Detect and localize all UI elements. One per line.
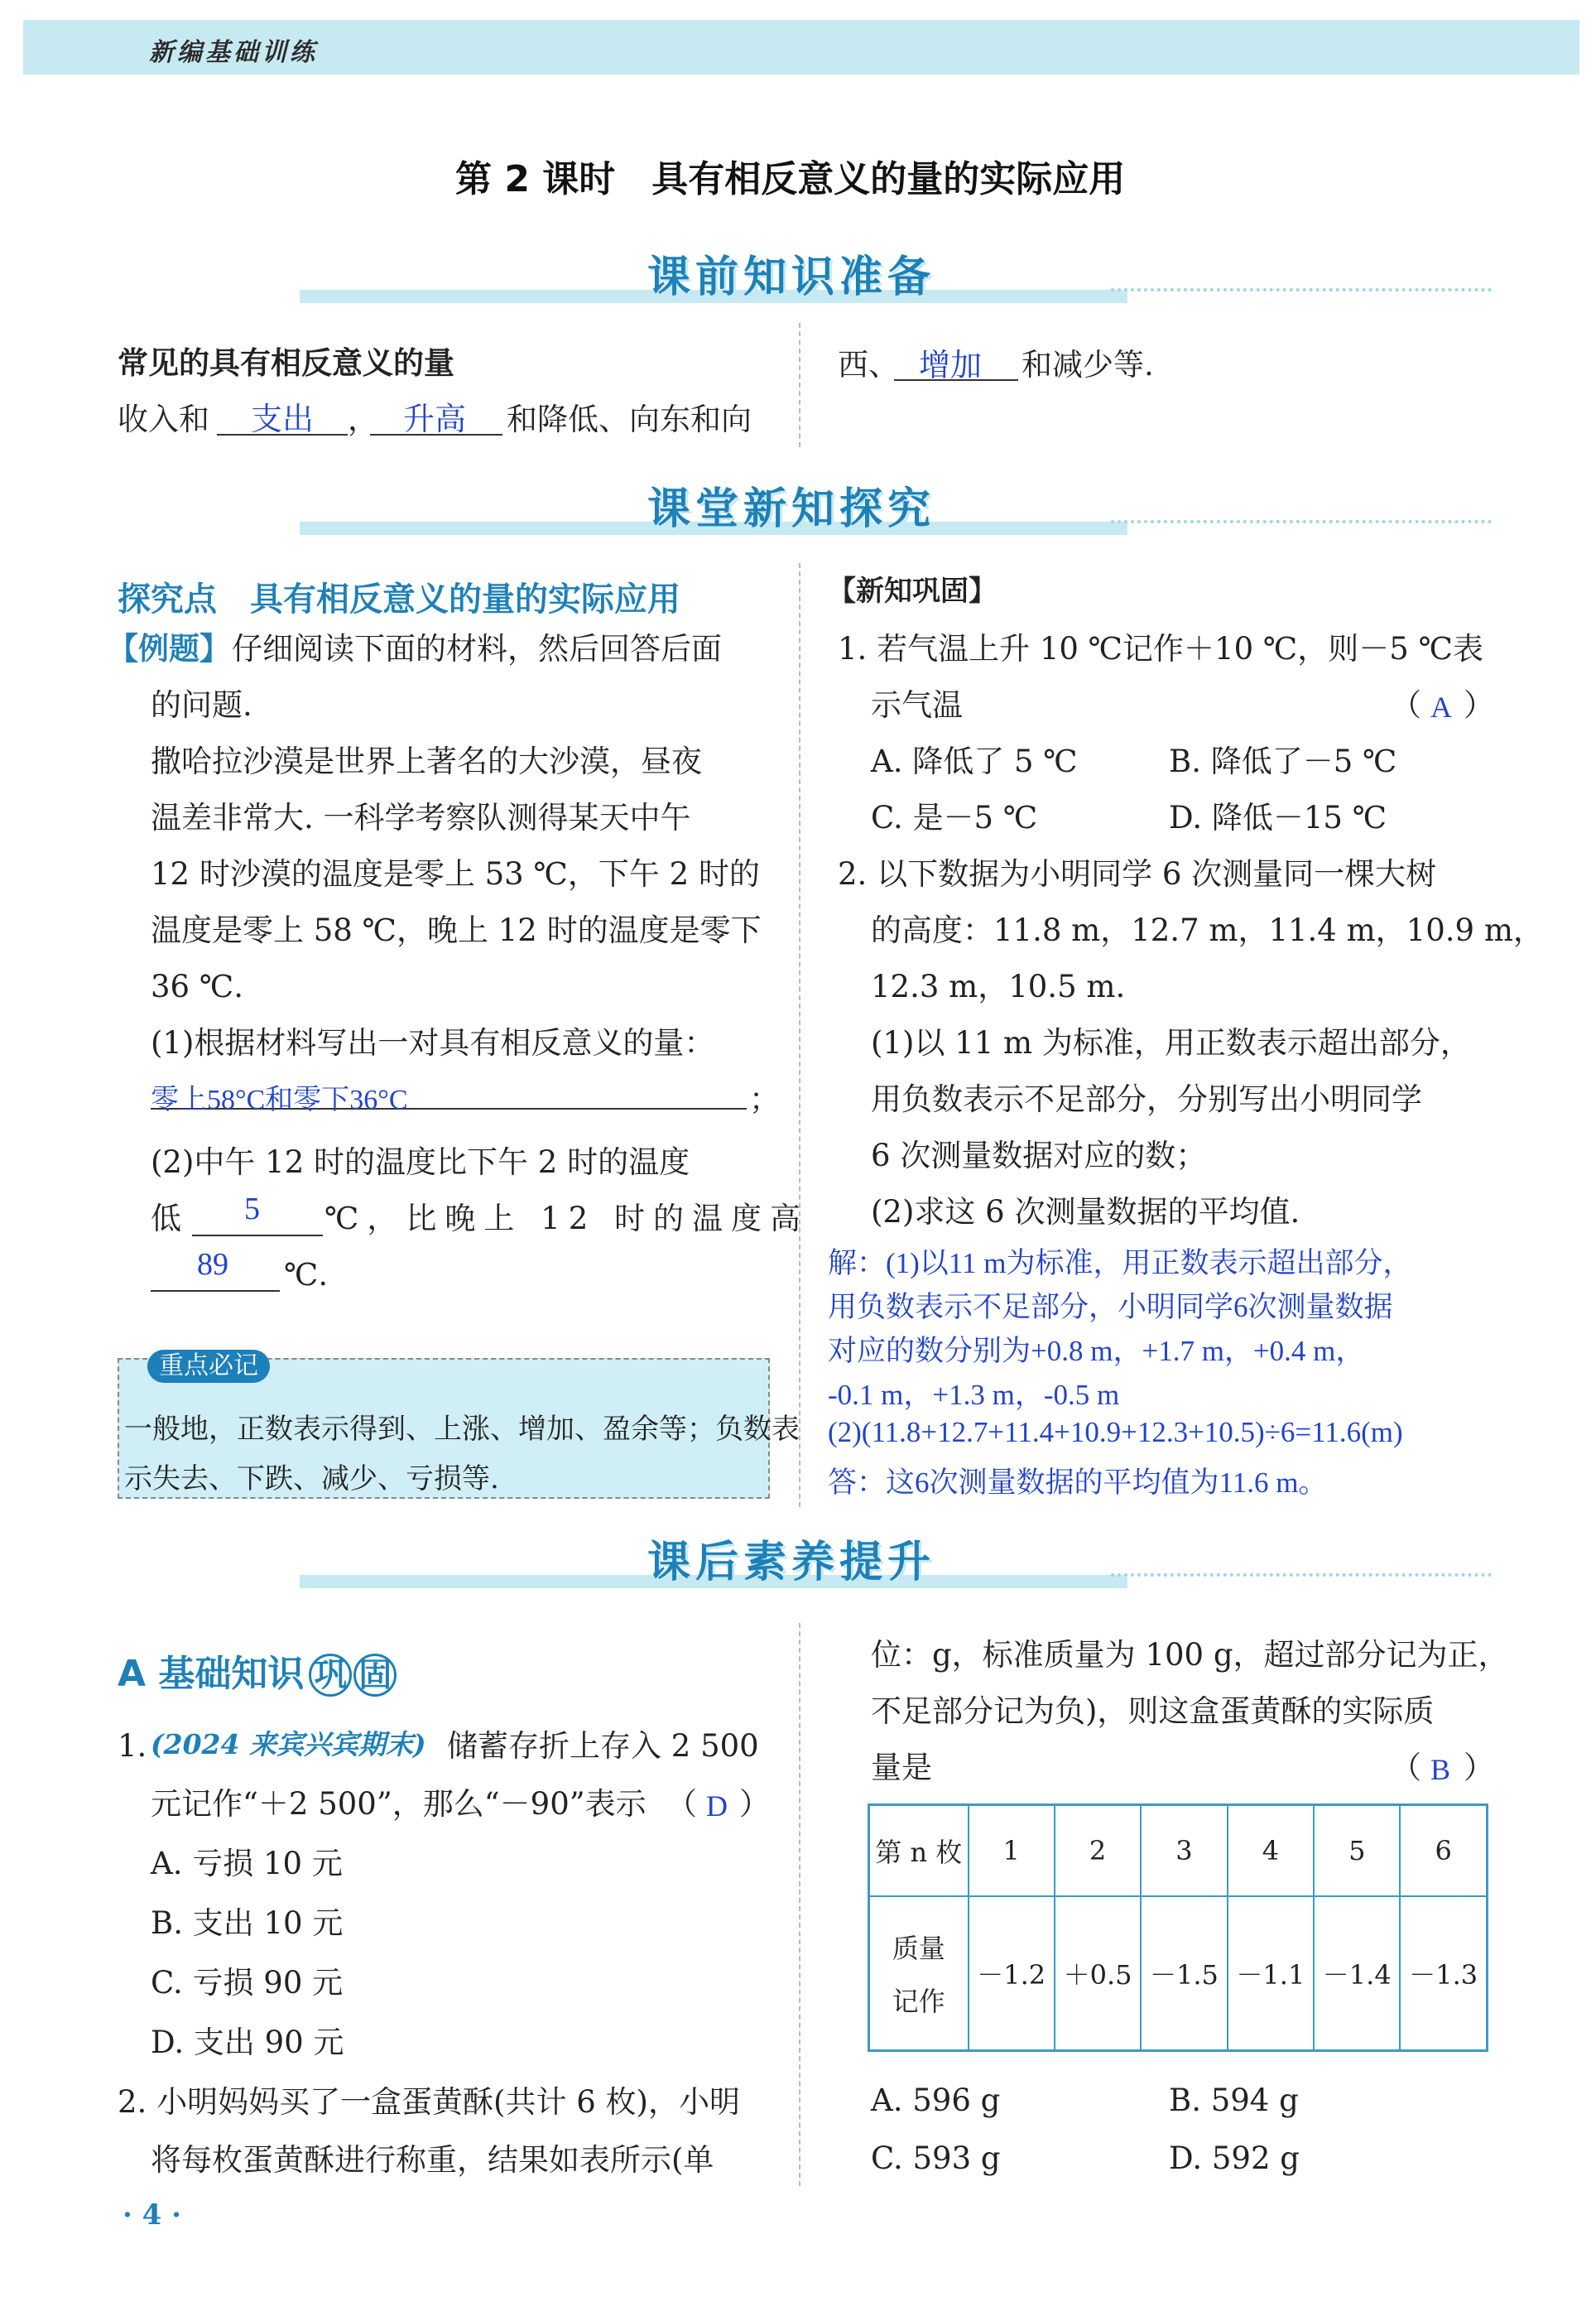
banner-class-label: 课堂新知探究 bbox=[647, 484, 936, 534]
example-line-7: 36 ℃. bbox=[151, 969, 243, 1004]
example-q2-unit: ℃. bbox=[284, 1257, 329, 1293]
c-q1-answer: A bbox=[1430, 691, 1452, 724]
c-q1-line2: 示气温 bbox=[871, 687, 963, 723]
example-line-4: 温差非常大. 一科学考察队测得某天中午 bbox=[151, 800, 691, 835]
q-a2-paren-r: ） bbox=[1464, 1750, 1494, 1785]
banner-post-label: 课后素养提升 bbox=[647, 1538, 936, 1587]
page-number: · 4 · bbox=[123, 2198, 182, 2232]
pre-line1-b: ， bbox=[348, 402, 378, 437]
mass-table bbox=[868, 1803, 1488, 2052]
c-q2-line3: 12.3 m，10.5 m. bbox=[871, 969, 1126, 1004]
table-head-mass-1: 质量 bbox=[892, 1932, 945, 1964]
section-a-circle-2: 固 bbox=[353, 1654, 397, 1697]
example-q1: (1)根据材料写出一对具有相反意义的量： bbox=[151, 1025, 715, 1061]
table-cell: －1.5 bbox=[1141, 1896, 1227, 2051]
pre-line2-b: 和减少等. bbox=[1022, 347, 1154, 383]
q-a2-opt-b: B. 594 g bbox=[1169, 2083, 1299, 2118]
banner-pre-label: 课前知识准备 bbox=[647, 253, 936, 302]
q1-semicolon: ； bbox=[749, 1081, 780, 1117]
q-a1-opt-c: C. 亏损 90 元 bbox=[151, 1965, 344, 2001]
table-cell: 6 bbox=[1400, 1805, 1487, 1896]
example-line-1: 仔细阅读下面的材料，然后回答后面 bbox=[232, 631, 722, 667]
q-a1-source: (2024 来宾兴宾期末) bbox=[151, 1728, 426, 1760]
example-q2-high: ℃，比晚上 12 时的温度高 bbox=[324, 1201, 809, 1236]
series-name: 新编基础训练 bbox=[149, 38, 318, 67]
answer-q2a: 5 bbox=[244, 1192, 260, 1226]
table-cell: －1.4 bbox=[1314, 1896, 1400, 2051]
q-a1-line2: 元记作“＋2 500”，那么“－90”表示 bbox=[151, 1786, 647, 1822]
table-row-index bbox=[869, 1805, 1488, 1896]
q-a2-opt-a: A. 596 g bbox=[871, 2083, 1001, 2118]
table-head-index: 第 n 枚 bbox=[869, 1805, 969, 1896]
table-cell: 3 bbox=[1141, 1805, 1227, 1896]
table-cell: 1 bbox=[969, 1805, 1055, 1896]
solution-line-5: (2)(11.8+12.7+11.4+10.9+12.3+10.5)÷6=11.6(m) bbox=[828, 1416, 1403, 1448]
column-divider bbox=[799, 1623, 800, 2186]
q-a2-cont-3: 量是 bbox=[871, 1750, 932, 1785]
c-q2-line5: 用负数表示不足部分，分别写出小明同学 bbox=[871, 1081, 1422, 1117]
q-a2-paren-l: （ bbox=[1391, 1750, 1421, 1785]
answer-blank-1: 支出 bbox=[251, 402, 315, 437]
q-a1-line1: 储蓄存折上存入 2 500 bbox=[447, 1728, 759, 1764]
banner-pre bbox=[118, 240, 1492, 323]
q-a2-line2: 将每枚蛋黄酥进行称重，结果如表所示(单 bbox=[151, 2142, 714, 2178]
c-q1-opt-a: A. 降低了 5 ℃ bbox=[871, 744, 1078, 779]
keypoint-line-2: 示失去、下跌、减少、亏损等. bbox=[124, 1462, 499, 1495]
banner-post bbox=[118, 1525, 1492, 1608]
table-cell: －1.1 bbox=[1228, 1896, 1314, 2051]
q-a2-answer: B bbox=[1430, 1753, 1451, 1786]
solution-line-2: 用负数表示不足部分，小明同学6次测量数据 bbox=[828, 1291, 1393, 1323]
c-q1-opt-b: B. 降低了－5 ℃ bbox=[1169, 744, 1397, 779]
pre-line1-a: 收入和 bbox=[118, 402, 209, 437]
answer-blank-2: 升高 bbox=[403, 402, 467, 437]
q-a2-opt-c: C. 593 g bbox=[871, 2140, 1001, 2176]
column-divider bbox=[799, 323, 800, 447]
solution-line-1: 解：(1)以11 m为标准，用正数表示超出部分， bbox=[828, 1247, 1412, 1279]
q-a2-opt-d: D. 592 g bbox=[1169, 2140, 1300, 2176]
q-a1-answer: D bbox=[706, 1789, 728, 1823]
consolidate-heading: 【新知巩固】 bbox=[828, 575, 997, 608]
example-line-2: 的问题. bbox=[151, 687, 252, 723]
answer-q2b: 89 bbox=[197, 1247, 228, 1282]
c-q1-paren-l: （ bbox=[1391, 687, 1421, 723]
q-a2-line1: 2. 小明妈妈买了一盒蛋黄酥(共计 6 枚)，小明 bbox=[118, 2084, 740, 2120]
q-a1-opt-b: B. 支出 10 元 bbox=[151, 1905, 344, 1941]
c-q2-line4: (1)以 11 m 为标准，用正数表示超出部分， bbox=[871, 1025, 1471, 1061]
c-q1-line1: 1. 若气温上升 10 ℃记作＋10 ℃，则－5 ℃表 bbox=[838, 631, 1483, 667]
q-a2-cont-1: 位：g，标准质量为 100 g，超过部分记为正， bbox=[871, 1637, 1509, 1673]
example-q2-low: 低 bbox=[151, 1201, 181, 1236]
explore-heading: 探究点 具有相反意义的量的实际应用 bbox=[118, 580, 680, 619]
example-q2-line1: (2)中午 12 时的温度比下午 2 时的温度 bbox=[151, 1144, 690, 1180]
q-a1-paren-l: （ bbox=[666, 1786, 697, 1822]
table-cell: 2 bbox=[1055, 1805, 1141, 1896]
table-cell: －1.3 bbox=[1400, 1896, 1487, 2051]
section-a-title: A 基础知识 bbox=[118, 1653, 305, 1695]
c-q1-paren-r: ） bbox=[1464, 687, 1494, 723]
table-cell: －1.2 bbox=[969, 1896, 1055, 2051]
example-tag: 【例题】 bbox=[108, 630, 230, 667]
keypoint-line-1: 一般地，正数表示得到、上涨、增加、盈余等；负数表 bbox=[124, 1413, 800, 1446]
table-cell: ＋0.5 bbox=[1055, 1896, 1141, 2051]
table-head-mass bbox=[869, 1896, 969, 2051]
c-q2-line6: 6 次测量数据对应的数； bbox=[871, 1138, 1207, 1173]
section-a-circle-1: 巩 bbox=[309, 1654, 352, 1697]
q-a1-opt-d: D. 支出 90 元 bbox=[151, 2025, 344, 2060]
solution-line-4: -0.1 m，+1.3 m，-0.5 m bbox=[828, 1379, 1120, 1411]
example-line-3: 撒哈拉沙漠是世界上著名的大沙漠，昼夜 bbox=[151, 744, 702, 779]
table-cell: 4 bbox=[1228, 1805, 1314, 1896]
table-row-mass bbox=[869, 1896, 1488, 2051]
example-line-5: 12 时沙漠的温度是零上 53 ℃，下午 2 时的 bbox=[151, 856, 760, 892]
table-head-mass-2: 记作 bbox=[892, 1985, 945, 2017]
q-a1-num: 1. bbox=[118, 1728, 147, 1764]
page-title: 第 2 课时 具有相反意义的量的实际应用 bbox=[455, 158, 1126, 200]
c-q2-line7: (2)求这 6 次测量数据的平均值. bbox=[871, 1194, 1300, 1230]
c-q1-opt-c: C. 是－5 ℃ bbox=[871, 800, 1038, 835]
q-a2-cont-2: 不足部分记为负)，则这盒蛋黄酥的实际质 bbox=[871, 1693, 1435, 1729]
answer-q1: 零上58°C和零下36°C bbox=[151, 1085, 408, 1115]
q-a1-paren-r: ） bbox=[739, 1786, 770, 1822]
solution-line-6: 答：这6次测量数据的平均值为11.6 m。 bbox=[828, 1466, 1328, 1499]
column-divider bbox=[799, 563, 800, 1507]
c-q2-line2: 的高度：11.8 m，12.7 m，11.4 m，10.9 m， bbox=[871, 913, 1544, 948]
pre-line1-c: 和降低、向东和向 bbox=[507, 402, 752, 437]
table-cell: 5 bbox=[1314, 1805, 1400, 1896]
q-a1-opt-a: A. 亏损 10 元 bbox=[151, 1846, 343, 1881]
keypoint-tag: 重点必记 bbox=[147, 1350, 270, 1383]
section-a-heading bbox=[118, 1644, 397, 1697]
banner-class bbox=[118, 472, 1492, 555]
answer-blank-3: 增加 bbox=[919, 349, 983, 383]
c-q1-opt-d: D. 降低－15 ℃ bbox=[1169, 800, 1387, 835]
pre-heading: 常见的具有相反意义的量 bbox=[118, 345, 454, 381]
pre-line2-a: 西、 bbox=[838, 347, 899, 383]
c-q2-line1: 2. 以下数据为小明同学 6 次测量同一棵大树 bbox=[838, 856, 1437, 892]
solution-line-3: 对应的数分别为+0.8 m，+1.7 m，+0.4 m， bbox=[828, 1335, 1365, 1367]
example-line-6: 温度是零上 58 ℃，晚上 12 时的温度是零下 bbox=[151, 913, 762, 948]
